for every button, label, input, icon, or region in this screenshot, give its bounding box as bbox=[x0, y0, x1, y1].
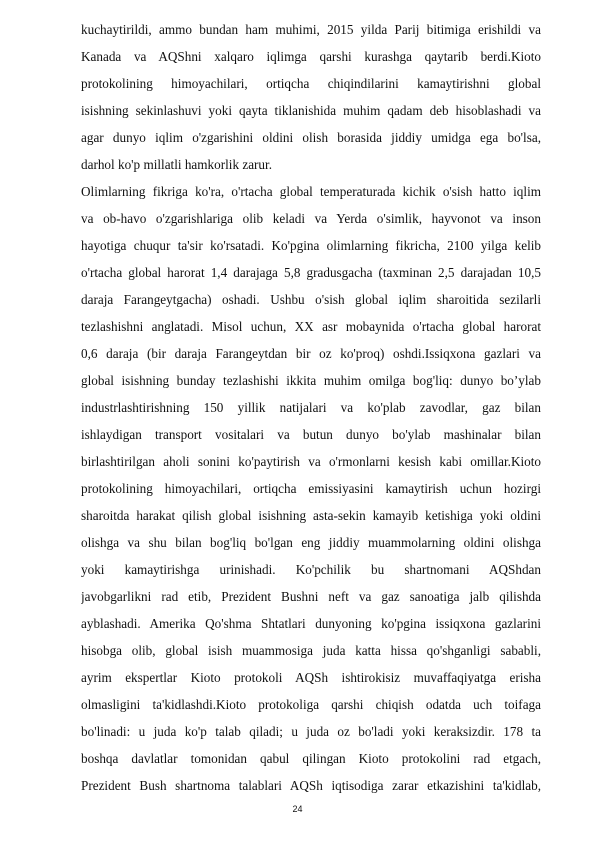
text-line: boshqa davlatlar tomonidan qabul qilingan Kioto protokolini rad etgach, bbox=[81, 751, 541, 766]
text-line: protokolining himoyachilari, ortiqcha chiqindilarini kamaytirishni global bbox=[81, 76, 541, 91]
text-line: Olimlarning fikriga ko'ra, o'rtacha global temperaturada kichik o'sish hatto iqlim bbox=[81, 184, 541, 199]
text-line: global isishning bunday tezlashishi ikkita muhim omilga bog'liq: dunyo bo’ylab bbox=[81, 373, 541, 388]
text-line: isishning sekinlashuvi yoki qayta tiklanishida muhim qadam deb hisoblashadi va bbox=[81, 103, 541, 118]
text-line: hisobga olib, global isish muammosiga juda katta hissa qo'shganligi sababli, bbox=[81, 643, 541, 658]
document-page bbox=[81, 18, 541, 818]
text-line: javobgarlikni rad etib, Prezident Bushni neft va gaz sanoatiga jalb qilishda bbox=[81, 589, 541, 604]
text-line: yoki kamaytirishga urinishadi. Ko'pchilik bu shartnomani AQShdan bbox=[81, 562, 541, 577]
text-line: ayrim ekspertlar Kioto protokoli AQSh ishtirokisiz muvaffaqiyatga erisha bbox=[81, 670, 541, 685]
text-line: 0,6 daraja (bir daraja Farangeytdan bir oz ko'proq) oshdi.Issiqxona gazlari va bbox=[81, 346, 541, 361]
text-line: Prezident Bush shartnoma talablari AQSh iqtisodiga zarar etkazishini ta'kidlab, bbox=[81, 778, 541, 793]
text-line: hayotiga chuqur ta'sir ko'rsatadi. Ko'pgina olimlarning fikricha, 2100 yilga kelib bbox=[81, 238, 541, 253]
text-line: olmasligini ta'kidlashdi.Kioto protokoliga qarshi chiqish odatda uch toifaga bbox=[81, 697, 541, 712]
text-line: darhol ko'p millatli hamkorlik zarur. bbox=[81, 157, 272, 172]
text-line: tezlashishni anglatadi. Misol uchun, XX asr mobaynida o'rtacha global harorat bbox=[81, 319, 541, 334]
text-line: sharoitda harakat qilish global isishning asta-sekin kamayib ketishiga yoki oldini bbox=[81, 508, 541, 523]
text-line: protokolining himoyachilari, ortiqcha emissiyasini kamaytirish uchun hozirgi bbox=[81, 481, 541, 496]
text-line: ishlaydigan transport vositalari va butun dunyo bo'ylab mashinalar bilan bbox=[81, 427, 541, 442]
text-line: industrlashtirishning 150 yillik natijalari va ko'plab zavodlar, gaz bilan bbox=[81, 400, 541, 415]
text-line: bo'linadi: u juda ko'p talab qiladi; u juda oz bo'ladi yoki keraksizdir. 178 ta bbox=[81, 724, 541, 739]
text-line: Kanada va AQShni xalqaro iqlimga qarshi kurashga qaytarib berdi.Kioto bbox=[81, 49, 541, 64]
text-line: va ob-havo o'zgarishlariga olib keladi va Yerda o'simlik, hayvonot va inson bbox=[81, 211, 541, 226]
text-line: agar dunyo iqlim o'zgarishini oldini olish borasida jiddiy umidga ega bo'lsa, bbox=[81, 130, 541, 145]
text-line: ayblashadi. Amerika Qo'shma Shtatlari dunyoning ko'pgina issiqxona gazlarini bbox=[81, 616, 541, 631]
text-line: birlashtirilgan aholi sonini ko'paytirish va o'rmonlarni kesish kabi omillar.Kioto bbox=[81, 454, 541, 469]
page-number: 24 bbox=[292, 804, 303, 814]
text-line: kuchaytirildi, ammo bundan ham muhimi, 2015 yilda Parij bitimiga erishildi va bbox=[81, 22, 541, 37]
text-line: o'rtacha global harorat 1,4 darajaga 5,8 gradusgacha (taxminan 2,5 darajadan 10,5 bbox=[81, 265, 541, 280]
text-line: daraja Farangeytgacha) oshadi. Ushbu o'sish global iqlim sharoitida sezilarli bbox=[81, 292, 541, 307]
text-line: olishga va shu bilan bog'liq bo'lgan eng jiddiy muammolarning oldini olishga bbox=[81, 535, 541, 550]
